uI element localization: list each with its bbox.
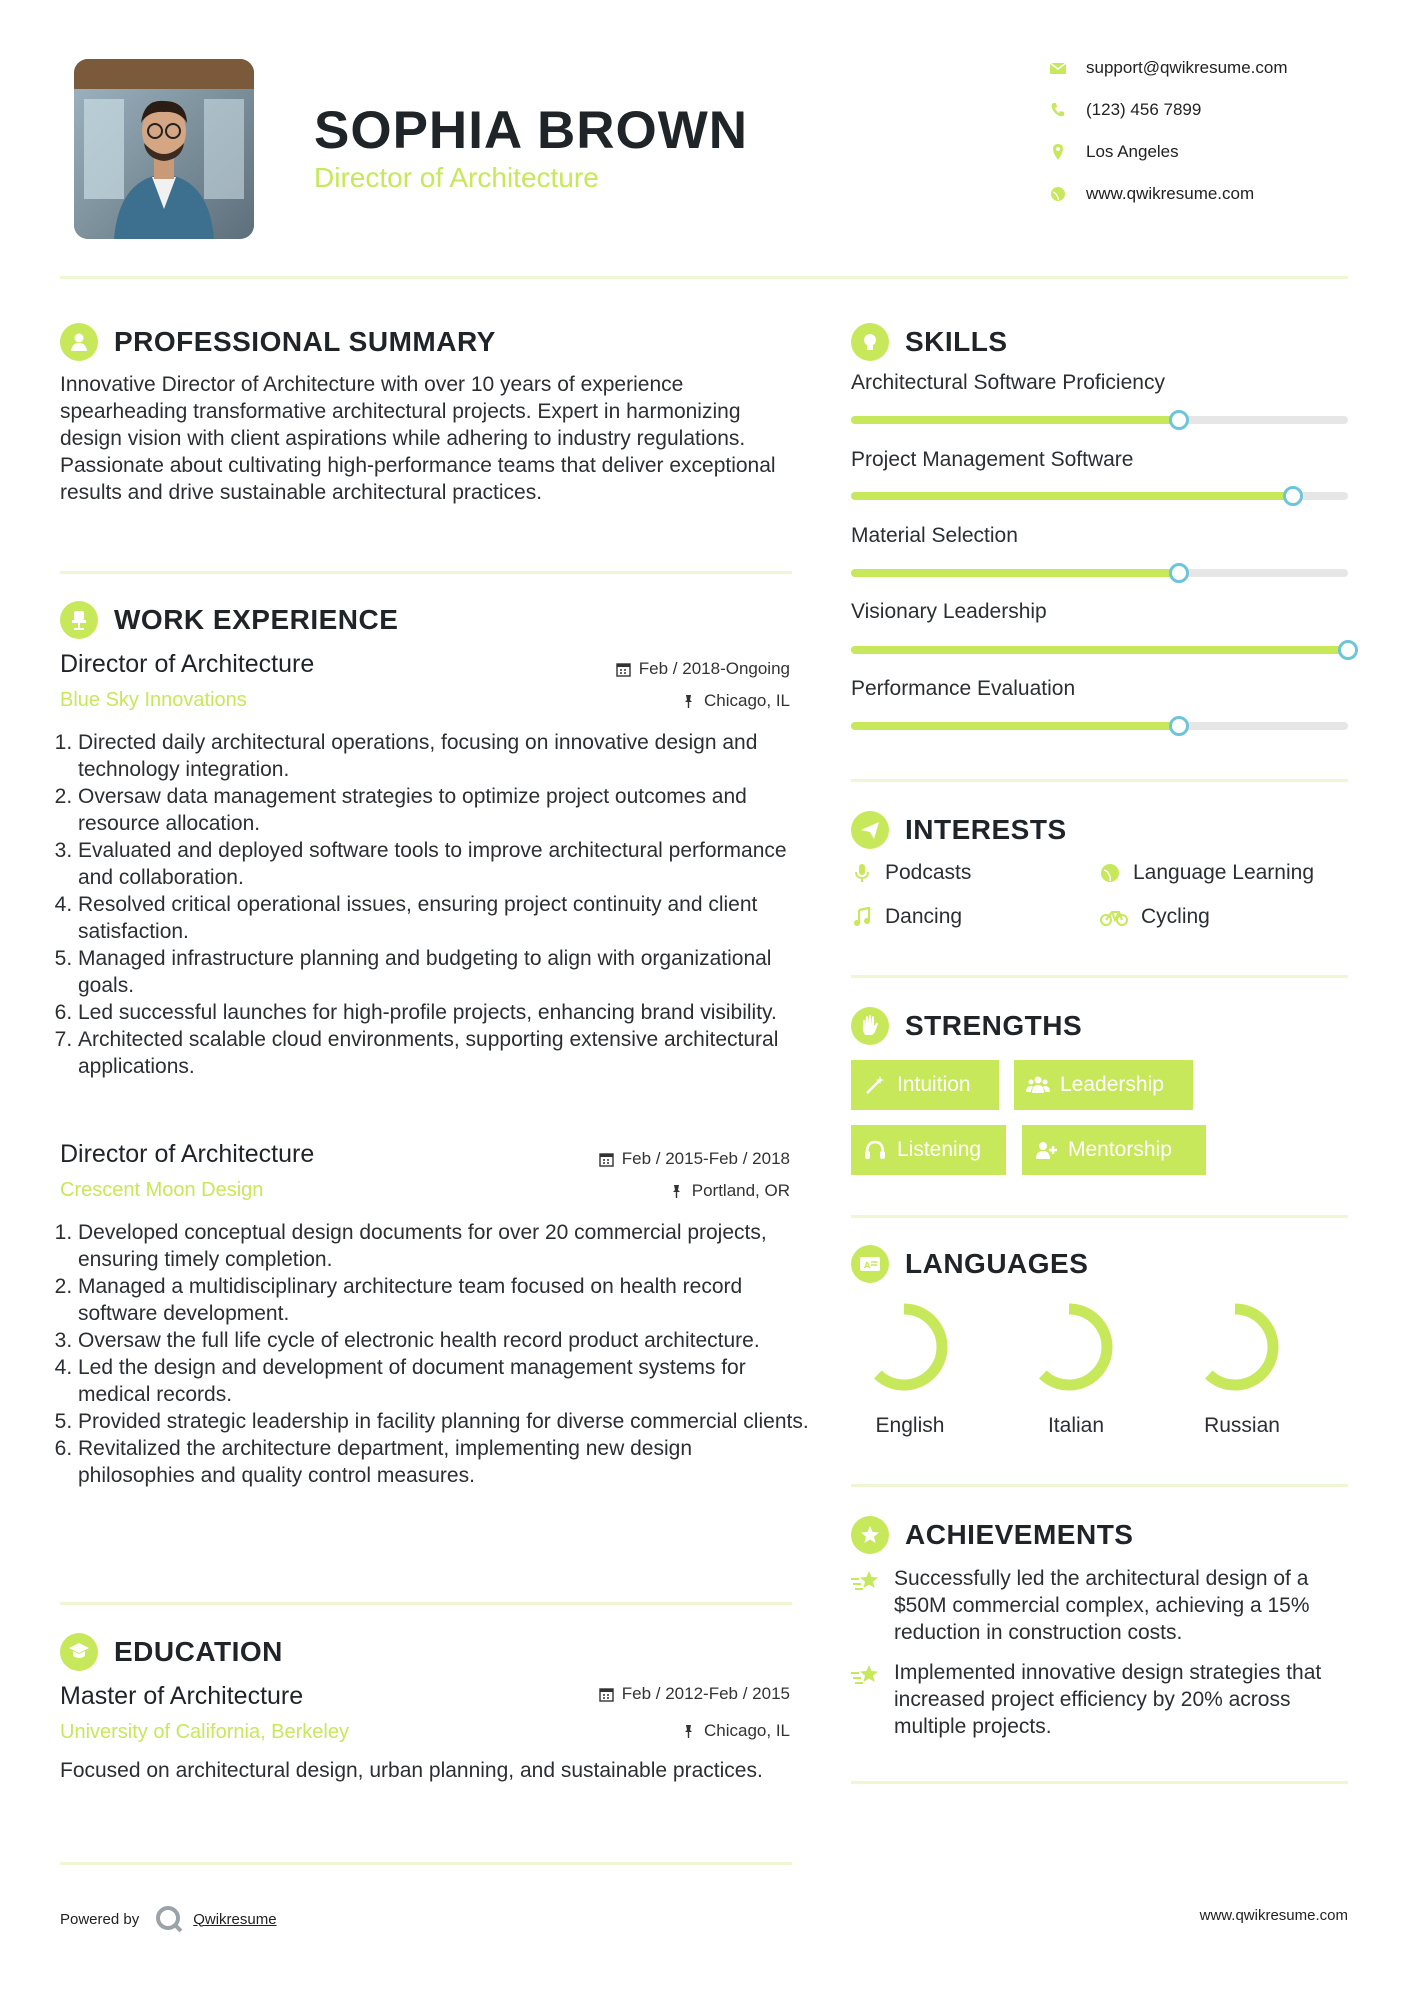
achievement-text: Successfully led the architectural design of a $50M commercial complex, achieving a 15% reduction in construction costs. <box>894 1567 1310 1644</box>
skill-3-knob <box>1169 563 1189 583</box>
header-divider <box>60 276 1348 279</box>
languages-heading <box>851 1245 1088 1283</box>
skill-3-bar <box>851 569 1348 577</box>
footer-url[interactable]: www.qwikresume.com <box>1199 1907 1348 1924</box>
contact-website-text: www.qwikresume.com <box>1086 184 1255 203</box>
job-2-location-text: Portland, OR <box>691 1181 790 1200</box>
summary-divider <box>60 571 792 574</box>
strength-mentorship <box>1022 1125 1206 1175</box>
strengths-heading <box>851 1007 1082 1045</box>
interests-divider <box>851 975 1348 978</box>
education-date-text: Feb / 2012-Feb / 2015 <box>621 1684 790 1703</box>
skill-5-fill <box>851 722 1179 730</box>
skill-5-knob <box>1169 716 1189 736</box>
job-1-location-text: Chicago, IL <box>704 691 790 710</box>
list-item: 3. Oversaw the full life cycle of electronic health record product architecture. <box>78 1327 813 1354</box>
education-location <box>681 1721 790 1741</box>
interest-podcasts <box>851 861 971 885</box>
calendar-icon <box>616 662 631 677</box>
interests-heading <box>851 811 1067 849</box>
skills-title: SKILLS <box>905 326 1008 357</box>
experience-heading <box>60 601 398 639</box>
magic-wand-icon <box>863 1073 887 1097</box>
job-2-company: Crescent Moon Design <box>60 1179 264 1201</box>
candidate-name: SOPHIA BROWN <box>314 101 749 160</box>
summary-title: PROFESSIONAL SUMMARY <box>114 326 496 357</box>
skill-4-bar <box>851 646 1348 654</box>
profile-photo <box>74 59 254 239</box>
skill-2-label: Project Management Software <box>851 448 1134 471</box>
skill-4-knob <box>1338 640 1358 660</box>
pushpin-icon <box>681 1724 696 1739</box>
job-2-date-text: Feb / 2015-Feb / 2018 <box>621 1149 790 1168</box>
list-item: 4. Resolved critical operational issues, ensuring project continuity and client satisfaction. <box>78 891 813 945</box>
job-2-date <box>599 1149 790 1169</box>
experience-divider <box>60 1602 792 1605</box>
job-2-location <box>669 1181 790 1201</box>
phone-icon <box>1048 100 1068 120</box>
education-title: EDUCATION <box>114 1636 283 1667</box>
interest-label: Podcasts <box>885 861 972 884</box>
languages-title: LANGUAGES <box>905 1248 1089 1279</box>
list-item: 6. Led successful launches for high-profile projects, enhancing brand visibility. <box>78 999 813 1026</box>
location-pin-icon <box>1048 142 1068 162</box>
list-item: 1. Directed daily architectural operations, focusing on innovative design and technology integration. <box>78 729 813 783</box>
achievements-divider <box>851 1781 1348 1784</box>
globe-icon <box>1099 862 1121 884</box>
qwikresume-link[interactable]: Qwikresume <box>193 1910 277 1928</box>
shooting-star-icon <box>850 1567 882 1595</box>
strengths-divider <box>851 1215 1348 1218</box>
contact-email[interactable] <box>1048 58 1288 78</box>
skill-3-label: Material Selection <box>851 524 1018 547</box>
contact-website[interactable] <box>1048 184 1254 204</box>
achievements-heading <box>851 1516 1133 1554</box>
list-item: 5. Managed infrastructure planning and budgeting to align with organizational goals. <box>78 945 813 999</box>
skill-2-fill <box>851 492 1293 500</box>
contact-phone[interactable] <box>1048 100 1201 120</box>
language-italian-ring <box>1021 1299 1117 1395</box>
bicycle-icon <box>1099 906 1129 928</box>
list-item: 5. Provided strategic leadership in facility planning for diverse commercial clients. <box>78 1408 813 1435</box>
skill-1-fill <box>851 416 1179 424</box>
pushpin-icon <box>669 1184 684 1199</box>
job-1-date <box>616 659 790 679</box>
experience-title: WORK EXPERIENCE <box>114 604 399 635</box>
strength-label: Intuition <box>897 1073 971 1096</box>
envelope-icon <box>1048 58 1068 78</box>
education-divider <box>60 1862 792 1865</box>
strength-label: Leadership <box>1060 1073 1164 1096</box>
job-1-bullets <box>60 729 813 1080</box>
user-icon <box>60 323 98 361</box>
skills-heading <box>851 323 1008 361</box>
microphone-icon <box>851 862 873 884</box>
job-1-company: Blue Sky Innovations <box>60 689 247 711</box>
list-item: 3. Evaluated and deployed software tools to improve architectural performance and collaboration. <box>78 837 813 891</box>
interest-label: Cycling <box>1141 905 1210 928</box>
skill-5-label: Performance Evaluation <box>851 677 1076 700</box>
education-location-text: Chicago, IL <box>704 1721 790 1740</box>
star-badge-icon <box>851 1516 889 1554</box>
strength-listening <box>851 1125 1006 1175</box>
graduate-icon <box>60 1633 98 1671</box>
strength-label: Listening <box>897 1138 982 1161</box>
language-english-ring <box>856 1299 952 1395</box>
languages-divider <box>851 1484 1348 1487</box>
list-item: 2. Managed a multidisciplinary architecture team focused on health record software development. <box>78 1273 813 1327</box>
team-icon <box>1026 1073 1050 1097</box>
education-date <box>599 1684 790 1704</box>
education-school: University of California, Berkeley <box>60 1721 349 1743</box>
strength-intuition <box>851 1060 999 1110</box>
job-2-bullets <box>60 1219 813 1489</box>
globe-icon <box>1048 184 1068 204</box>
contact-phone-text: (123) 456 7899 <box>1086 100 1202 119</box>
contact-email-text: support@qwikresume.com <box>1086 58 1288 77</box>
job-1-title: Director of Architecture <box>60 650 315 678</box>
powered-by-text: Powered by <box>60 1910 140 1928</box>
list-item: 4. Led the design and development of document management systems for medical records. <box>78 1354 813 1408</box>
interest-label: Language Learning <box>1133 861 1315 884</box>
skill-2-knob <box>1283 486 1303 506</box>
calendar-icon <box>599 1152 614 1167</box>
office-chair-icon <box>60 601 98 639</box>
svg-text:A: A <box>864 1261 871 1270</box>
skill-4-fill <box>851 646 1348 654</box>
summary-heading <box>60 323 496 361</box>
interest-language-learning <box>1099 861 1314 885</box>
skill-3-fill <box>851 569 1179 577</box>
interests-title: INTERESTS <box>905 814 1067 845</box>
lightbulb-icon <box>851 323 889 361</box>
interest-cycling <box>1099 905 1210 929</box>
achievements-title: ACHIEVEMENTS <box>905 1519 1134 1550</box>
achievement-text: Implemented innovative design strategies that increased project efficiency by 20% across multiple projects. <box>894 1661 1322 1738</box>
candidate-title: Director of Architecture <box>314 162 599 193</box>
pushpin-icon <box>681 694 696 709</box>
language-card-icon <box>851 1245 889 1283</box>
contact-location-text: Los Angeles <box>1086 142 1179 161</box>
language-italian-label: Italian <box>1047 1414 1105 1437</box>
strengths-title: STRENGTHS <box>905 1010 1083 1041</box>
skill-2-bar <box>851 492 1348 500</box>
achievement-2 <box>850 1659 1344 1740</box>
achievement-1 <box>850 1565 1344 1646</box>
interest-dancing <box>851 905 962 929</box>
user-plus-icon <box>1034 1138 1058 1162</box>
music-note-icon <box>851 906 873 928</box>
calendar-icon <box>599 1687 614 1702</box>
raised-hand-icon <box>851 1007 889 1045</box>
paper-plane-icon <box>851 811 889 849</box>
skill-1-label: Architectural Software Proficiency <box>851 371 1165 394</box>
skill-5-bar <box>851 722 1348 730</box>
footer-powered-by <box>60 1903 277 1935</box>
skill-1-bar <box>851 416 1348 424</box>
strength-label: Mentorship <box>1068 1138 1172 1161</box>
education-heading <box>60 1633 283 1671</box>
job-1-location <box>681 691 790 711</box>
skill-4-label: Visionary Leadership <box>851 600 1047 623</box>
skills-divider <box>851 779 1348 782</box>
list-item: 1. Developed conceptual design documents for over 20 commercial projects, ensuring timely completion. <box>78 1219 813 1273</box>
job-1-date-text: Feb / 2018-Ongoing <box>638 659 790 678</box>
interest-label: Dancing <box>885 905 963 928</box>
education-text: Focused on architectural design, urban planning, and sustainable practices. <box>60 1759 763 1782</box>
list-item: 7. Architected scalable cloud environments, supporting extensive architectural applications. <box>78 1026 813 1080</box>
list-item: 6. Revitalized the architecture department, implementing new design philosophies and quality control measures. <box>78 1435 813 1489</box>
shooting-star-icon <box>850 1661 882 1689</box>
strength-leadership <box>1014 1060 1193 1110</box>
qwikresume-logo-icon <box>153 1903 185 1935</box>
education-degree: Master of Architecture <box>60 1682 304 1710</box>
language-russian-label: Russian <box>1204 1414 1280 1437</box>
language-russian-ring <box>1187 1299 1283 1395</box>
job-2-title: Director of Architecture <box>60 1140 315 1168</box>
contact-location <box>1048 142 1179 162</box>
headphones-icon <box>863 1138 887 1162</box>
list-item: 2. Oversaw data management strategies to optimize project outcomes and resource allocation. <box>78 783 813 837</box>
summary-text: Innovative Director of Architecture with over 10 years of experience spearheading transformative architectural projects. Expert in harmonizing design vision with client aspirations while adhering to industry regulations. Passionate about cultivating high-performance teams that deliver exceptional results and drive sustainable architectural practices. <box>60 373 776 504</box>
skill-1-knob <box>1169 410 1189 430</box>
language-english-label: English <box>875 1414 945 1437</box>
